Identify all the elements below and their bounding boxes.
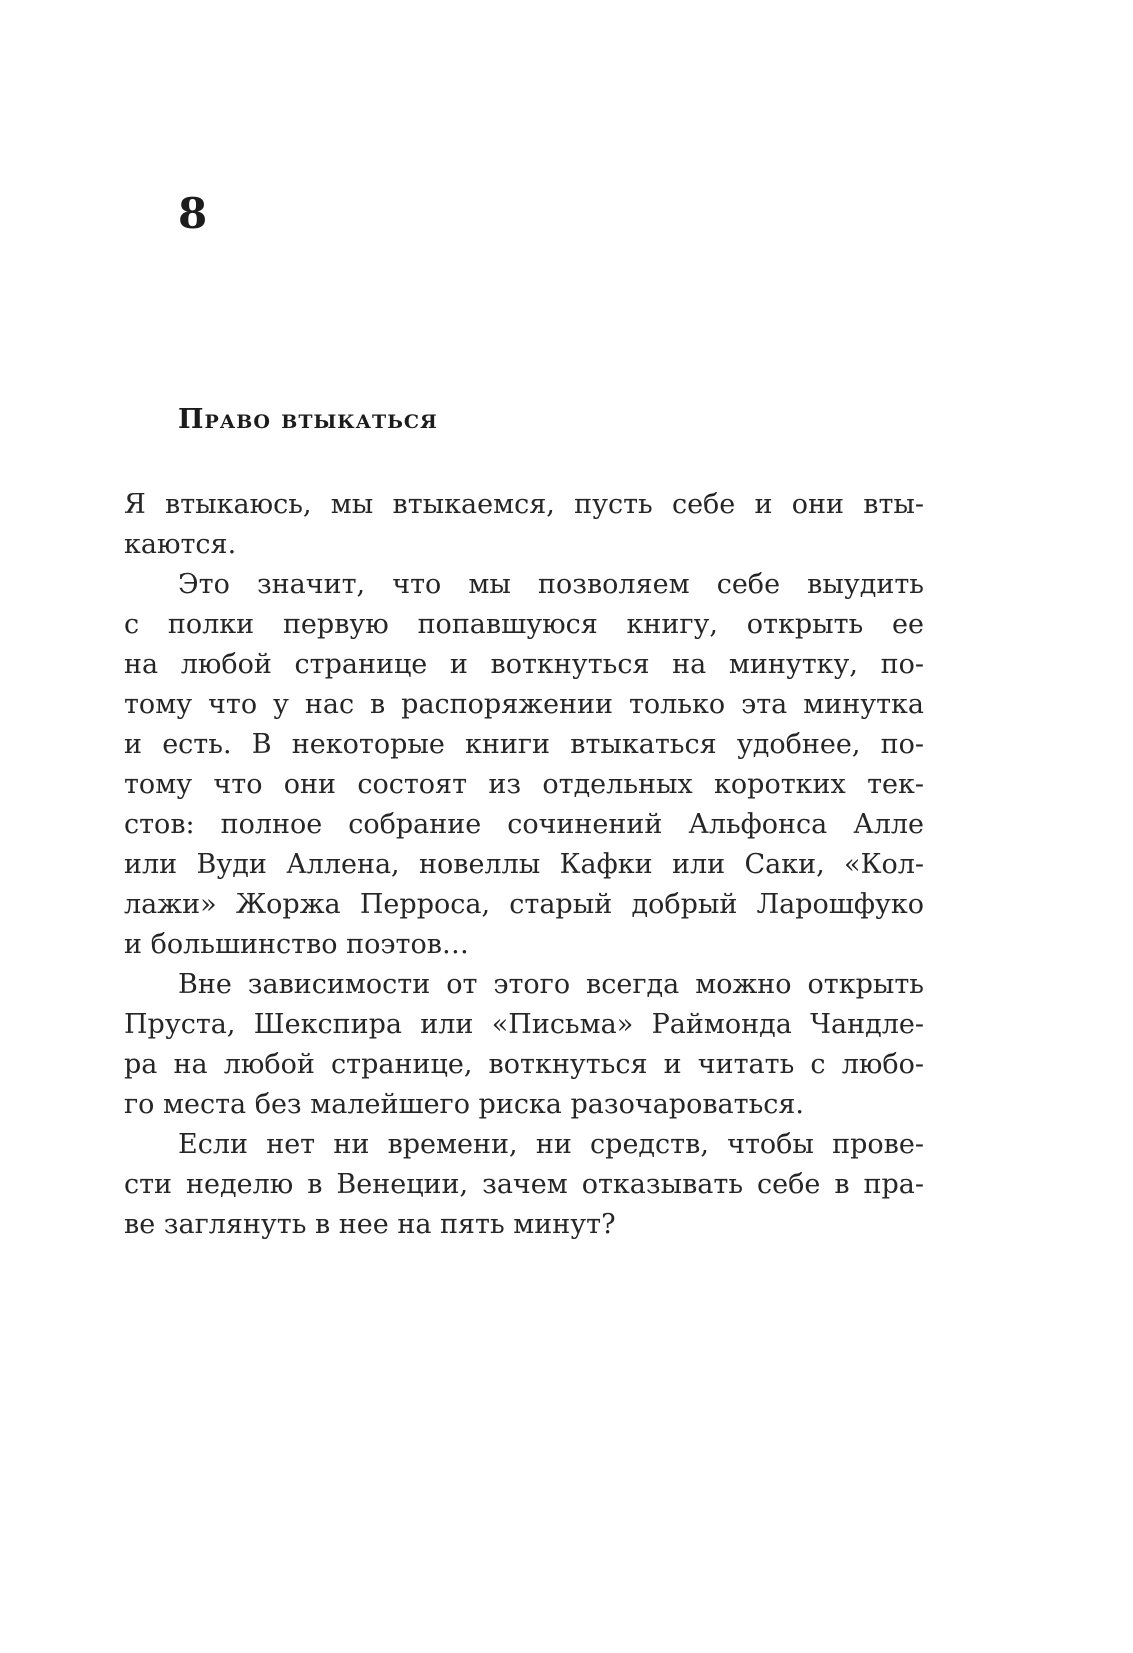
text-line: Пруста, Шекспира или «Письма» Раймонда Чандле- [124, 1009, 924, 1040]
text-line: каются. [124, 529, 237, 560]
text-line: стов: полное собрание сочинений Альфонса Алле [124, 809, 924, 840]
text-line: Вне зависимости от этого всегда можно открыть [178, 969, 924, 1000]
chapter-title: Право втыкаться [178, 404, 438, 435]
chapter-number: 8 [178, 189, 208, 238]
text-line: тому что у нас в распоряжении только эта минутка [124, 689, 924, 720]
text-line: тому что они состоят из отдельных коротких тек- [124, 769, 924, 800]
text-line: и большинство поэтов… [124, 929, 469, 960]
text-line: на любой странице и воткнуться на минутку, по- [124, 649, 924, 680]
text-line: Я втыкаюсь, мы втыкаемся, пусть себе и они вты- [124, 489, 924, 520]
text-line: или Вуди Аллена, новеллы Кафки или Саки, «Кол- [124, 849, 924, 880]
text-line: лажи» Жоржа Перроса, старый добрый Ларошфуко [124, 889, 924, 920]
text-line: сти неделю в Венеции, зачем отказывать себе в пра- [124, 1169, 924, 1200]
text-line: ра на любой странице, воткнуться и читать с любо- [124, 1049, 924, 1080]
text-line: Это значит, что мы позволяем себе выудить [178, 569, 924, 600]
text-line: с полки первую попавшуюся книгу, открыть ее [124, 609, 924, 640]
text-line: ве заглянуть в нее на пять минут? [124, 1209, 616, 1240]
chapter-body [124, 485, 924, 1245]
text-line: го места без малейшего риска разочароваться. [124, 1089, 805, 1120]
text-line: Если нет ни времени, ни средств, чтобы прове- [178, 1129, 924, 1160]
text-line: и есть. В некоторые книги втыкаться удобнее, по- [124, 729, 924, 760]
